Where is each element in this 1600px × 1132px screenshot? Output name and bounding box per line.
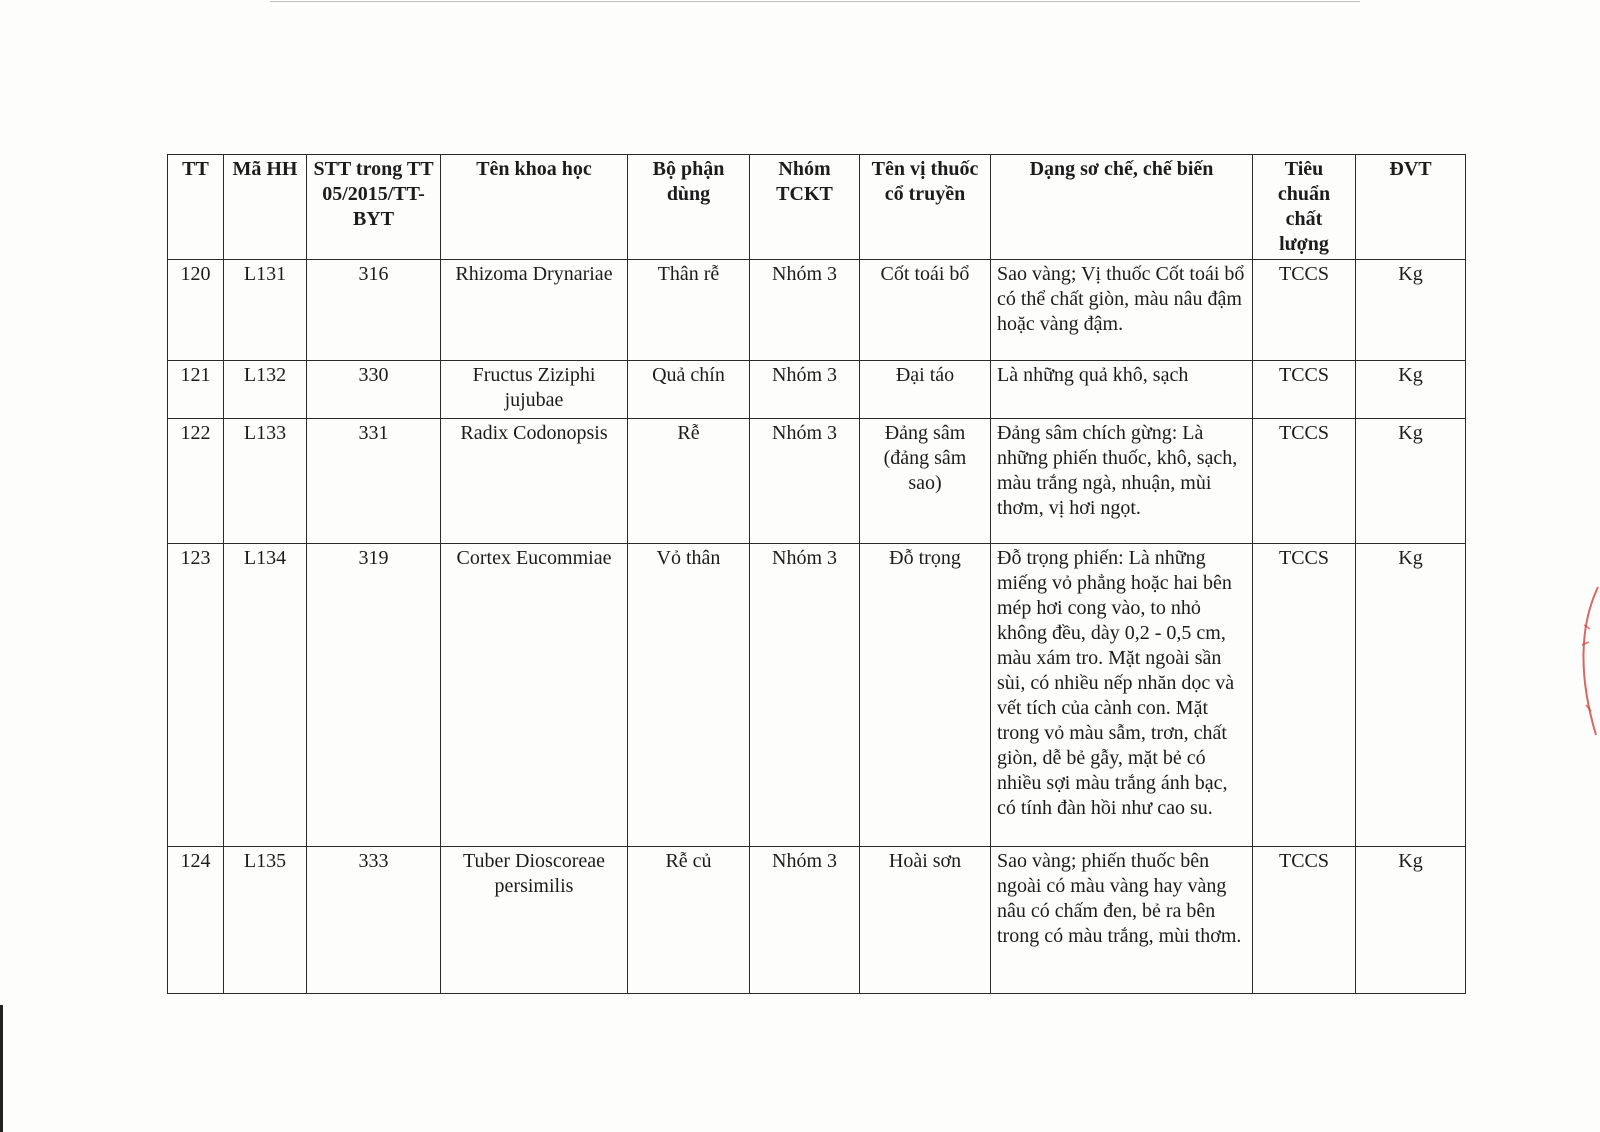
cell-dang-so-che: Đảng sâm chích gừng: Là những phiến thuốc, khô, sạch, màu trắng ngà, nhuận, mùi thơm, vị hơi ngọt. (991, 419, 1253, 544)
header-ten-vi-thuoc: Tên vị thuốc cổ truyền (860, 155, 991, 260)
header-nhom-tckt: Nhóm TCKT (750, 155, 860, 260)
medicinal-materials-table (167, 154, 1466, 994)
scan-left-edge (0, 1005, 3, 1132)
cell-nhom: Nhóm 3 (750, 419, 860, 544)
header-stt-trong-tt: STT trong TT 05/2015/TT-BYT (307, 155, 441, 260)
cell-dang-so-che: Là những quả khô, sạch (991, 361, 1253, 419)
cell-ma-hh: L131 (224, 260, 307, 361)
cell-dang-so-che: Đỗ trọng phiến: Là những miếng vỏ phẳng hoặc hai bên mép hơi cong vào, to nhỏ không đều, dày 0,2 - 0,5 cm, màu xám tro. Mặt ngoài sần sùi, có nhiều nếp nhăn dọc và vết tích của cành con. Mặt trong vỏ màu sẫm, trơn, chất giòn, dễ bẻ gẫy, mặt bẻ có nhiều sợi màu trắng ánh bạc, có tính đàn hồi như cao su. (991, 544, 1253, 847)
cell-tieu-chuan: TCCS (1253, 544, 1356, 847)
header-tt: TT (168, 155, 224, 260)
cell-bo-phan: Vỏ thân (628, 544, 750, 847)
cell-ten-vi-thuoc: Hoài sơn (860, 847, 991, 994)
table-row (168, 847, 1466, 994)
cell-tieu-chuan: TCCS (1253, 361, 1356, 419)
cell-dvt: Kg (1356, 847, 1466, 994)
cell-ten-vi-thuoc: Đại táo (860, 361, 991, 419)
cell-ten-vi-thuoc: Đỗ trọng (860, 544, 991, 847)
cell-stt: 319 (307, 544, 441, 847)
table-row (168, 419, 1466, 544)
cell-nhom: Nhóm 3 (750, 260, 860, 361)
cell-ma-hh: L133 (224, 419, 307, 544)
header-dvt: ĐVT (1356, 155, 1466, 260)
red-stamp-fragment (1570, 585, 1600, 745)
cell-ten-khoa-hoc: Cortex Eucommiae (441, 544, 628, 847)
cell-ten-khoa-hoc: Fructus Ziziphi jujubae (441, 361, 628, 419)
cell-tt: 123 (168, 544, 224, 847)
cell-dang-so-che: Sao vàng; phiến thuốc bên ngoài có màu vàng hay vàng nâu có chấm đen, bẻ ra bên trong có màu trắng, mùi thơm. (991, 847, 1253, 994)
cell-tieu-chuan: TCCS (1253, 847, 1356, 994)
header-ten-khoa-hoc: Tên khoa học (441, 155, 628, 260)
cell-stt: 331 (307, 419, 441, 544)
cell-nhom: Nhóm 3 (750, 847, 860, 994)
cell-dvt: Kg (1356, 544, 1466, 847)
header-row (168, 155, 1466, 260)
cell-tt: 122 (168, 419, 224, 544)
cell-tt: 124 (168, 847, 224, 994)
header-bo-phan-dung: Bộ phận dùng (628, 155, 750, 260)
cell-bo-phan: Rễ (628, 419, 750, 544)
cell-dvt: Kg (1356, 361, 1466, 419)
cell-nhom: Nhóm 3 (750, 361, 860, 419)
cell-stt: 330 (307, 361, 441, 419)
cell-dvt: Kg (1356, 419, 1466, 544)
cell-dang-so-che: Sao vàng; Vị thuốc Cốt toái bổ có thể chất giòn, màu nâu đậm hoặc vàng đậm. (991, 260, 1253, 361)
cell-tieu-chuan: TCCS (1253, 419, 1356, 544)
cell-ten-vi-thuoc: Đảng sâm (đảng sâm sao) (860, 419, 991, 544)
table-row (168, 544, 1466, 847)
cell-tt: 120 (168, 260, 224, 361)
cell-bo-phan: Quả chín (628, 361, 750, 419)
table-row (168, 260, 1466, 361)
cell-ma-hh: L134 (224, 544, 307, 847)
header-tieu-chuan: Tiêu chuẩn chất lượng (1253, 155, 1356, 260)
table-row (168, 361, 1466, 419)
cell-ten-khoa-hoc: Tuber Dioscoreae persimilis (441, 847, 628, 994)
cell-ma-hh: L135 (224, 847, 307, 994)
cell-ten-khoa-hoc: Radix Codonopsis (441, 419, 628, 544)
cell-bo-phan: Rễ củ (628, 847, 750, 994)
cell-nhom: Nhóm 3 (750, 544, 860, 847)
cell-dvt: Kg (1356, 260, 1466, 361)
cell-stt: 333 (307, 847, 441, 994)
cell-bo-phan: Thân rễ (628, 260, 750, 361)
header-ma-hh: Mã HH (224, 155, 307, 260)
cell-ma-hh: L132 (224, 361, 307, 419)
cell-ten-vi-thuoc: Cốt toái bổ (860, 260, 991, 361)
cell-tt: 121 (168, 361, 224, 419)
cell-stt: 316 (307, 260, 441, 361)
scan-top-rule (270, 1, 1360, 2)
cell-tieu-chuan: TCCS (1253, 260, 1356, 361)
cell-ten-khoa-hoc: Rhizoma Drynariae (441, 260, 628, 361)
header-dang-so-che: Dạng sơ chế, chế biến (991, 155, 1253, 260)
